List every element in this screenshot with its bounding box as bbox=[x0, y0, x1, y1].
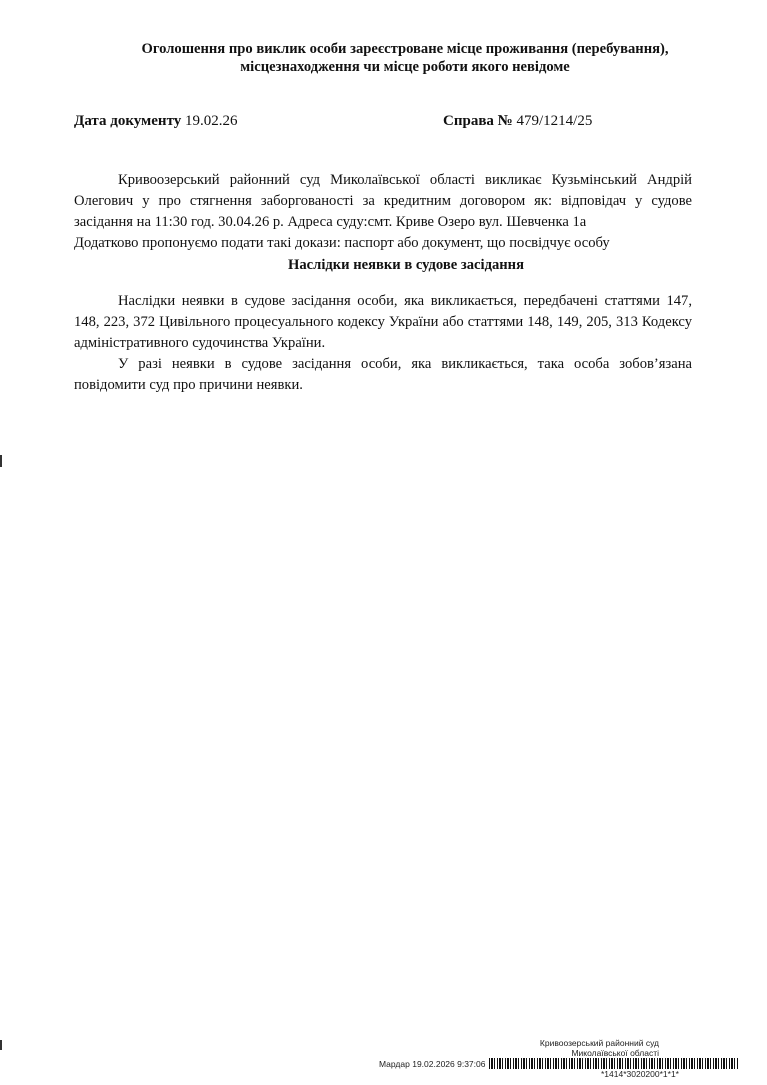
scan-mark bbox=[0, 1040, 2, 1050]
summons-paragraph bbox=[74, 170, 692, 254]
document-footer bbox=[379, 1038, 739, 1079]
case-label: Справа № bbox=[443, 113, 513, 129]
scan-mark bbox=[0, 455, 2, 467]
title-line-2: місцезнаходження чи місце роботи якого невідоме bbox=[240, 59, 570, 75]
consequences-section bbox=[74, 291, 692, 396]
footer-court-name: Кривоозерський районний суд bbox=[539, 1038, 659, 1048]
consequences-text: Наслідки неявки в судове засідання особи, яка викликається, передбачені статтями 147, 148, 223, 372 Цивільного процесуального кодексу України або статтями 148, 149, 205, 313 Кодексу адміністративного судочинства України. bbox=[74, 293, 692, 351]
document-title bbox=[40, 40, 767, 76]
case-number bbox=[443, 113, 592, 130]
footer-code: *1414*3020200*1*1* bbox=[601, 1069, 679, 1079]
consequences-heading: Наслідки неявки в судове засідання bbox=[288, 257, 524, 273]
evidence-text: Додатково пропонуємо подати такі докази: паспорт або документ, що посвідчує особу bbox=[74, 235, 610, 251]
summons-text: Кривоозерський районний суд Миколаївської області викликає Кузьмінський Андрій Олегович у про стягнення заборгованості за кредитним договором як: відповідач у судове засідання на 11:30 год. 30.04.26 р. Адреса суду:смт. Криве Озеро вул. Шевченка 1а bbox=[74, 172, 692, 230]
barcode bbox=[489, 1058, 739, 1069]
case-value: 479/1214/25 bbox=[516, 113, 593, 129]
footer-court-region: Миколаївської області bbox=[571, 1048, 659, 1058]
document-date bbox=[74, 113, 238, 130]
footer-court bbox=[379, 1038, 739, 1058]
notify-text: У разі неявки в судове засідання особи, яка викликається, така особа зобов’язана повідомити суд про причини неявки. bbox=[74, 356, 692, 393]
footer-printed: Мардар 19.02.2026 9:37:06 bbox=[379, 1058, 486, 1069]
date-label: Дата документу bbox=[74, 113, 182, 129]
footer-print-row bbox=[379, 1058, 739, 1069]
title-line-1: Оголошення про виклик особи зареєстроване місце проживання (перебування), bbox=[141, 41, 669, 57]
date-value: 19.02.26 bbox=[185, 113, 238, 129]
